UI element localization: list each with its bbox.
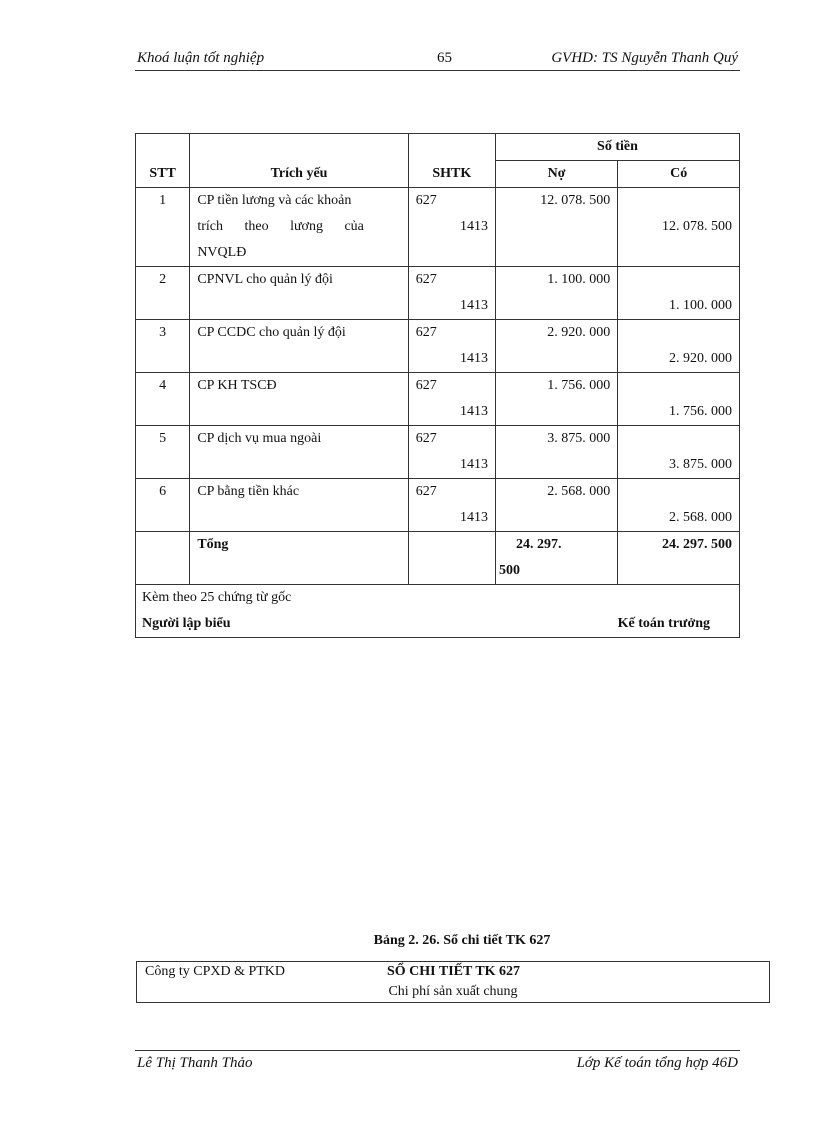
table-row — [136, 426, 740, 479]
row-credit-cell — [618, 426, 740, 479]
preparer-label: Người lập biểu — [142, 616, 231, 631]
row-credit-cell — [618, 373, 740, 426]
credit-account: 1413 — [459, 510, 488, 525]
row-credit-cell — [618, 479, 740, 532]
table-row — [136, 479, 740, 532]
row-accounts — [408, 320, 495, 373]
row-credit-cell — [618, 188, 740, 267]
row-debit: 1. 756. 000 — [495, 373, 617, 426]
col-header-credit: Có — [618, 161, 740, 188]
row-credit: 2. 568. 000 — [669, 510, 732, 525]
debit-account: 627 — [415, 325, 437, 340]
col-header-shtk: SHTK — [408, 134, 495, 188]
credit-account: 1413 — [459, 404, 488, 419]
row-debit: 3. 875. 000 — [495, 426, 617, 479]
chief-accountant-label: Kế toán trưởng — [617, 616, 710, 631]
header-thesis-label: Khoá luận tốt nghiệp — [137, 50, 265, 66]
row-accounts — [408, 426, 495, 479]
row-accounts — [408, 267, 495, 320]
row-stt: 6 — [136, 479, 190, 532]
ledger-title: SỔ CHI TIẾT TK 627 — [387, 964, 521, 979]
col-header-description: Trích yếu — [190, 134, 408, 188]
row-description: CPNVL cho quản lý đội — [190, 267, 408, 320]
ledger-subtitle: Chi phí sản xuất chung — [388, 984, 518, 999]
row-debit: 2. 920. 000 — [495, 320, 617, 373]
row-stt: 4 — [136, 373, 190, 426]
row-debit: 2. 568. 000 — [495, 479, 617, 532]
credit-account: 1413 — [459, 351, 488, 366]
table-caption: Bảng 2. 26. Sổ chi tiết TK 627 — [373, 933, 551, 948]
row-description — [190, 188, 408, 267]
signature-row — [136, 585, 740, 638]
debit-account: 627 — [415, 272, 437, 287]
header-supervisor: GVHD: TS Nguyễn Thanh Quý — [551, 50, 738, 66]
attachment-note: Kèm theo 25 chứng từ gốc — [142, 590, 292, 605]
page-header — [135, 48, 740, 71]
page-footer — [135, 1050, 740, 1077]
row-description: CP dịch vụ mua ngoài — [190, 426, 408, 479]
row-credit: 1. 100. 000 — [669, 298, 732, 313]
company-name: Công ty CPXD & PTKD — [145, 964, 286, 979]
debit-account: 627 — [415, 431, 437, 446]
ledger-header-box — [136, 961, 770, 1003]
credit-account: 1413 — [459, 457, 488, 472]
total-label: Tổng — [190, 532, 408, 585]
row-stt: 2 — [136, 267, 190, 320]
desc-line: trích theo lương của — [197, 219, 364, 234]
credit-account: 1413 — [459, 298, 488, 313]
footer-class: Lớp Kế toán tổng hợp 46D — [576, 1055, 738, 1071]
row-debit: 12. 078. 500 — [495, 188, 617, 267]
total-debit-line: 24. 297. — [515, 537, 562, 552]
row-stt: 1 — [136, 188, 190, 267]
header-page-number: 65 — [437, 50, 452, 66]
desc-line: CP tiền lương và các khoản — [197, 193, 352, 208]
debit-account: 627 — [415, 193, 437, 208]
signatures — [142, 611, 732, 637]
table-row — [136, 373, 740, 426]
col-header-debit: Nợ — [495, 161, 617, 188]
table-row — [136, 188, 740, 267]
col-header-stt: STT — [136, 134, 190, 188]
credit-account: 1413 — [459, 219, 488, 234]
total-row — [136, 532, 740, 585]
row-credit-cell — [618, 267, 740, 320]
row-description: CP bằng tiền khác — [190, 479, 408, 532]
voucher-table — [135, 133, 740, 638]
row-debit: 1. 100. 000 — [495, 267, 617, 320]
table-row — [136, 267, 740, 320]
row-stt: 5 — [136, 426, 190, 479]
footer-author: Lê Thị Thanh Thảo — [137, 1055, 253, 1071]
row-description: CP CCDC cho quản lý đội — [190, 320, 408, 373]
desc-line: NVQLĐ — [197, 245, 247, 260]
total-credit: 24. 297. 500 — [618, 532, 740, 585]
row-accounts — [408, 479, 495, 532]
table-row — [136, 320, 740, 373]
row-credit: 2. 920. 000 — [669, 351, 732, 366]
row-accounts — [408, 188, 495, 267]
row-credit: 12. 078. 500 — [662, 219, 732, 234]
total-debit-line: 500 — [498, 563, 520, 578]
row-credit: 3. 875. 000 — [669, 457, 732, 472]
col-header-amount: Số tiền — [495, 134, 739, 161]
row-description: CP KH TSCĐ — [190, 373, 408, 426]
debit-account: 627 — [415, 484, 437, 499]
debit-account: 627 — [415, 378, 437, 393]
row-credit-cell — [618, 320, 740, 373]
row-accounts — [408, 373, 495, 426]
total-debit — [495, 532, 617, 585]
row-credit: 1. 756. 000 — [669, 404, 732, 419]
row-stt: 3 — [136, 320, 190, 373]
